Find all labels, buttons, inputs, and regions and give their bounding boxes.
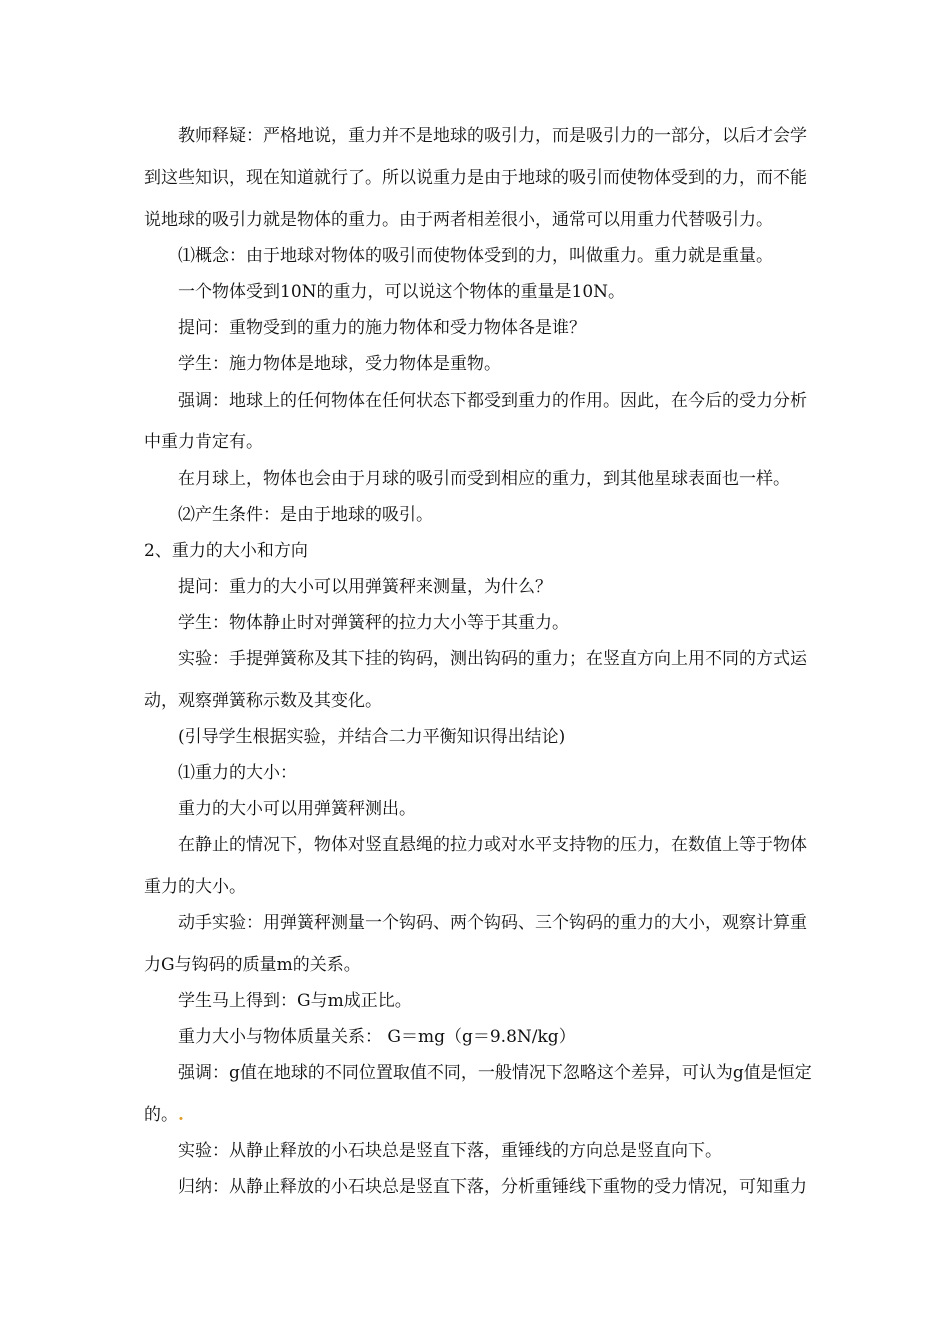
section-heading: 2、重力的大小和方向 [144,541,308,561]
paragraph-line: ⑴概念：由于地球对物体的吸引而使物体受到的力，叫做重力。重力就是重量。 [178,246,773,266]
paragraph-line: 实验：手提弹簧称及其下挂的钩码，测出钩码的重力；在竖直方向上用不同的方式运 [178,649,807,669]
paragraph-line: 学生：物体静止时对弹簧秤的拉力大小等于其重力。 [178,613,569,633]
paragraph-line: 学生：施力物体是地球，受力物体是重物。 [178,354,501,374]
paragraph-line: 学生马上得到：G与m成正比。 [178,991,412,1011]
paragraph-line: 提问：重物受到的重力的施力物体和受力物体各是谁？ [178,318,586,338]
paragraph-line: 重力的大小可以用弹簧秤测出。 [178,799,416,819]
paragraph-line: ⑴重力的大小： [178,763,297,783]
paragraph-line: 归纳：从静止释放的小石块总是竖直下落，分析重锤线下重物的受力情况，可知重力 [178,1177,807,1197]
paragraph-line: 强调：地球上的任何物体在任何状态下都受到重力的作用。因此，在今后的受力分析 [178,391,807,411]
paragraph-line: 中重力肯定有。 [144,432,263,452]
formula-line: 重力大小与物体质量关系： G＝mg（g＝9.8N/kg） [178,1027,576,1047]
paragraph-line: 动手实验：用弹簧秤测量一个钩码、两个钩码、三个钩码的重力的大小，观察计算重 [178,913,807,933]
paragraph-line: 在月球上，物体也会由于月球的吸引而受到相应的重力，到其他星球表面也一样。 [178,469,790,489]
paragraph-line: 到这些知识，现在知道就行了。所以说重力是由于地球的吸引而使物体受到的力，而不能 [144,168,807,188]
paragraph-line: ⑵产生条件：是由于地球的吸引。 [178,505,433,525]
paragraph-line: (引导学生根据实验，并结合二力平衡知识得出结论) [178,727,566,747]
paragraph-line: 一个物体受到10N的重力，可以说这个物体的重量是10N。 [178,282,626,302]
line-text: 的。 [144,1105,178,1125]
paragraph-line: 强调：g值在地球的不同位置取值不同，一般情况下忽略这个差异，可认为g值是恒定 [178,1063,812,1083]
paragraph-line: 重力的大小。 [144,877,246,897]
paragraph-line: 力G与钩码的质量m的关系。 [144,955,361,975]
paragraph-line: 教师释疑：严格地说，重力并不是地球的吸引力，而是吸引力的一部分，以后才会学 [178,126,807,146]
paragraph-line: 说地球的吸引力就是物体的重力。由于两者相差很小，通常可以用重力代替吸引力。 [144,210,773,230]
paragraph-line: 在静止的情况下，物体对竖直悬绳的拉力或对水平支持物的压力，在数值上等于物体 [178,835,807,855]
stray-mark: . [178,1105,184,1125]
paragraph-line: 动，观察弹簧称示数及其变化。 [144,691,382,711]
paragraph-line [144,1104,184,1126]
paragraph-line: 提问：重力的大小可以用弹簧秤来测量，为什么？ [178,577,552,597]
paragraph-line: 实验：从静止释放的小石块总是竖直下落，重锤线的方向总是竖直向下。 [178,1141,722,1161]
